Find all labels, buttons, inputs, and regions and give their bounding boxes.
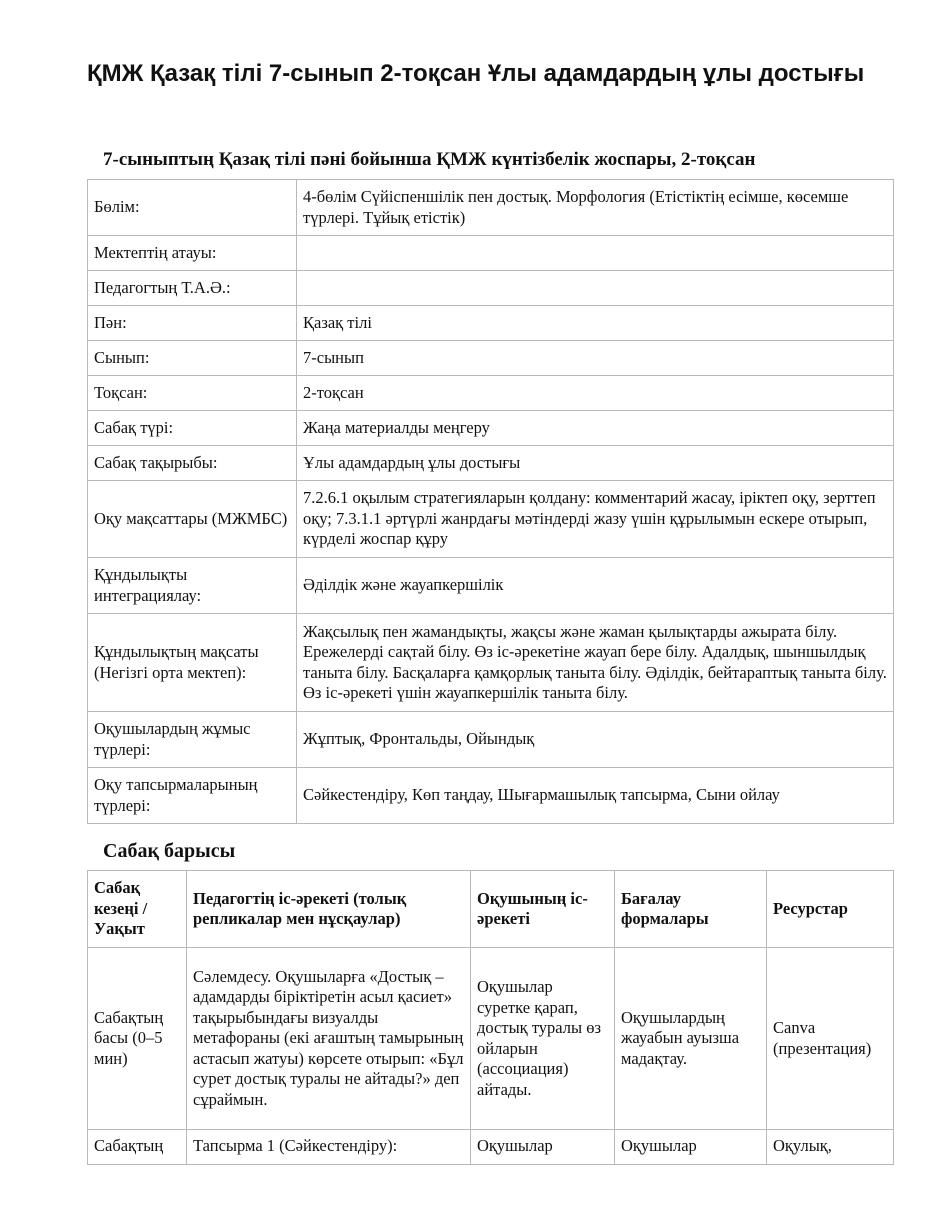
table-row xyxy=(88,446,894,481)
row-label: Оқу мақсаттары (МЖМБС) xyxy=(88,481,297,558)
row-value: Сәйкестендіру, Көп таңдау, Шығармашылық тапсырма, Сыни ойлау xyxy=(297,768,894,824)
table-row xyxy=(88,948,894,1130)
row-value: 7.2.6.1 оқылым стратегияларын қолдану: комментарий жасау, іріктеп оқу, зерттеп оқу; 7.3.1.1 әртүрлі жанрдағы мәтіндерді жазу үшін құрылымын ескере отырып, күрделі жоспар құру xyxy=(297,481,894,558)
table-row xyxy=(88,341,894,376)
column-header: Педагогтің іс-әрекеті (толық репликалар мен нұсқаулар) xyxy=(187,871,471,948)
row-value: 4-бөлім Сүйіспеншілік пен достық. Морфология (Етістіктің есімше, көсемше түрлері. Тұйық етістік) xyxy=(297,180,894,236)
row-value: 7-сынып xyxy=(297,341,894,376)
lesson-flow-heading: Сабақ барысы xyxy=(103,840,236,862)
row-label: Оқу тапсырмаларының түрлері: xyxy=(88,768,297,824)
table-row xyxy=(88,271,894,306)
row-label: Құндылықты интеграциялау: xyxy=(88,558,297,614)
column-header: Оқушының іс-әрекеті xyxy=(471,871,615,948)
table-row xyxy=(88,236,894,271)
row-value: 2-тоқсан xyxy=(297,376,894,411)
table-cell: Оқушылардың жауабын ауызша мадақтау. xyxy=(615,948,767,1130)
lesson-flow-table xyxy=(87,870,894,1165)
row-value: Ұлы адамдардың ұлы достығы xyxy=(297,446,894,481)
table-row xyxy=(88,712,894,768)
row-value: Жаңа материалды меңгеру xyxy=(297,411,894,446)
row-value: Жақсылық пен жамандықты, жақсы және жаман қылықтарды ажырата білу. Ережелерді сақтай білу. Өз іс-әрекетіне жауап бере білу. Адалдық, шыншылдық таныта білу. Басқаларға қамқорлық таныта білу. Әділдік, бейтараптық таныта білу. Өз іс-әрекеті үшін жауапкершілік таныта білу. xyxy=(297,614,894,712)
row-value xyxy=(297,271,894,306)
table-cell: Сабақтың xyxy=(88,1130,187,1165)
row-label: Мектептің атауы: xyxy=(88,236,297,271)
table-row xyxy=(88,614,894,712)
table-row xyxy=(88,1130,894,1165)
table-cell: Тапсырма 1 (Сәйкестендіру): xyxy=(187,1130,471,1165)
table-cell: Сәлемдесу. Оқушыларға «Достық – адамдарды біріктіретін асыл қасиет» тақырыбындағы визуалды метафораны (екі ағаштың тамырының астасып жатуы) көрсете отырып: «Бұл сурет достық туралы не айтады?» деп сұраймын. xyxy=(187,948,471,1130)
row-label: Сынып: xyxy=(88,341,297,376)
column-header: Ресурстар xyxy=(767,871,894,948)
row-label: Сабақ түрі: xyxy=(88,411,297,446)
plan-subtitle: 7-сыныптың Қазақ тілі пәні бойынша ҚМЖ күнтізбелік жоспары, 2-тоқсан xyxy=(103,149,756,170)
row-label: Құндылықтың мақсаты (Негізгі орта мектеп): xyxy=(88,614,297,712)
table-row xyxy=(88,376,894,411)
table-row xyxy=(88,768,894,824)
table-row xyxy=(88,411,894,446)
row-label: Оқушылардың жұмыс түрлері: xyxy=(88,712,297,768)
row-label: Сабақ тақырыбы: xyxy=(88,446,297,481)
row-value: Жұптық, Фронтальды, Ойындық xyxy=(297,712,894,768)
table-cell: Canva (презентация) xyxy=(767,948,894,1130)
row-label: Педагогтың Т.А.Ә.: xyxy=(88,271,297,306)
table-row xyxy=(88,481,894,558)
table-cell: Оқушылар суретке қарап, достық туралы өз ойларын (ассоциация) айтады. xyxy=(471,948,615,1130)
table-header-row xyxy=(88,871,894,948)
table-cell: Оқушылар xyxy=(615,1130,767,1165)
document-title: ҚМЖ Қазақ тілі 7-сынып 2-тоқсан Ұлы адамдардың ұлы достығы xyxy=(87,60,865,87)
table-row xyxy=(88,180,894,236)
row-label: Бөлім: xyxy=(88,180,297,236)
table-cell: Оқушылар xyxy=(471,1130,615,1165)
lesson-plan-table xyxy=(87,179,894,824)
column-header: Бағалау формалары xyxy=(615,871,767,948)
row-label: Тоқсан: xyxy=(88,376,297,411)
table-cell: Оқулық, xyxy=(767,1130,894,1165)
column-header: Сабақ кезеңі / Уақыт xyxy=(88,871,187,948)
table-cell: Сабақтың басы (0–5 мин) xyxy=(88,948,187,1130)
row-value: Әділдік және жауапкершілік xyxy=(297,558,894,614)
table-row xyxy=(88,558,894,614)
row-value xyxy=(297,236,894,271)
row-value: Қазақ тілі xyxy=(297,306,894,341)
table-row xyxy=(88,306,894,341)
row-label: Пән: xyxy=(88,306,297,341)
